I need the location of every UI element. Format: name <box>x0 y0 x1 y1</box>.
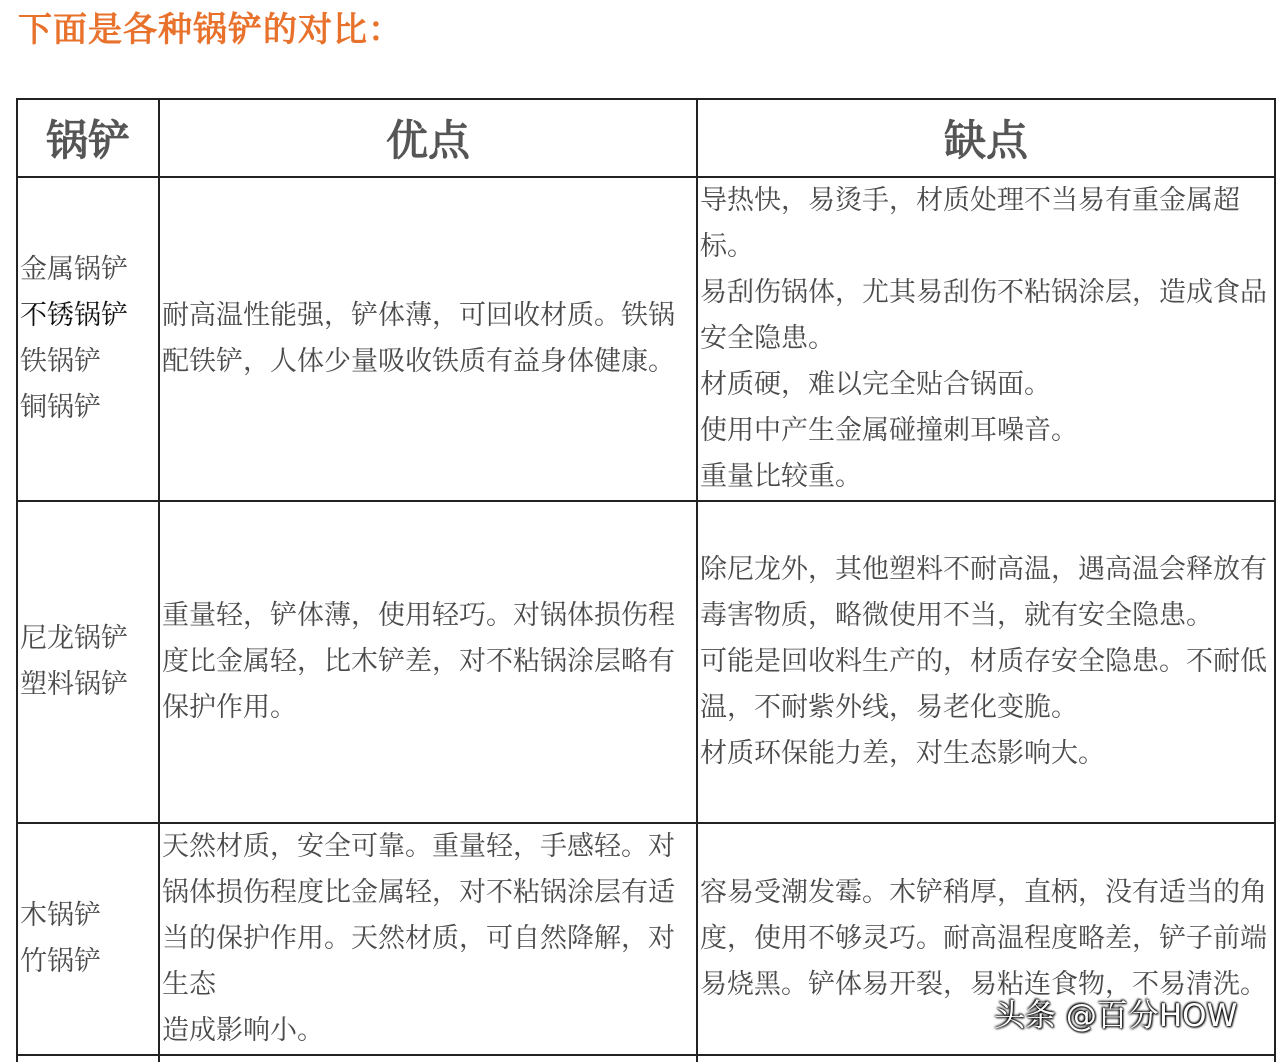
pros-text: 耐高温性能强，铲体薄，可回收材质。铁锅配铁铲，人体少量吸收铁质有益身体健康。 <box>162 300 675 377</box>
pros-text: 重量轻，铲体薄，使用轻巧。对锅体损伤程度比金属轻，比木铲差，对不粘锅涂层略有保护作用。 <box>162 600 675 723</box>
cons-text: 易刮伤锅体，尤其易刮伤不粘锅涂层，造成食品安全隐患。 <box>700 277 1267 354</box>
spatula-name: 竹锅铲 <box>20 946 101 977</box>
pros-text: 造成影响小。 <box>162 1015 324 1046</box>
cons-cell <box>697 501 1275 823</box>
spatula-name: 铁锅铲 <box>20 346 101 377</box>
watermark: 头条 @百分HOW <box>994 998 1238 1034</box>
cons-text: 重量比较重。 <box>700 461 862 492</box>
table-header-row <box>17 99 1275 177</box>
table-row-metal <box>17 177 1275 501</box>
empty-cell <box>17 1055 159 1062</box>
pros-text: 天然材质，安全可靠。重量轻，手感轻。对锅体损伤程度比金属轻，对不粘锅涂层有适当的保护作用。天然材质，可自然降解，对生态 <box>162 831 675 1000</box>
pros-cell <box>159 501 697 823</box>
cons-text: 使用中产生金属碰撞刺耳噪音。 <box>700 415 1078 446</box>
spatula-name: 塑料锅铲 <box>20 669 128 700</box>
spatula-names-cell <box>17 177 159 501</box>
cons-text: 导热快，易烫手，材质处理不当易有重金属超标。 <box>700 185 1240 262</box>
spatula-name: 金属锅铲 <box>20 254 128 285</box>
table-row-partial <box>17 1055 1275 1062</box>
pros-cell <box>159 823 697 1055</box>
header-cons: 缺点 <box>697 99 1275 177</box>
cons-text: 材质环保能力差，对生态影响大。 <box>700 738 1105 769</box>
cons-text: 材质硬，难以完全贴合锅面。 <box>700 369 1051 400</box>
header-spatula: 锅铲 <box>17 99 159 177</box>
spatula-name: 木锅铲 <box>20 900 101 931</box>
empty-cell <box>697 1055 1275 1062</box>
header-pros: 优点 <box>159 99 697 177</box>
table-row-nylon <box>17 501 1275 823</box>
cons-text: 容易受潮发霉。木铲稍厚，直柄，没有适当的角度，使用不够灵巧。耐高温程度略差，铲子前端易烧黑。铲体易开裂，易粘连食物，不易清洗。 <box>700 877 1267 1000</box>
pros-cell <box>159 177 697 501</box>
spatula-name: 铜锅铲 <box>20 392 101 423</box>
cons-text: 除尼龙外，其他塑料不耐高温，遇高温会释放有毒害物质，略微使用不当，就有安全隐患。 <box>700 554 1267 631</box>
section-heading: 下面是各种锅铲的对比： <box>18 10 403 50</box>
spatula-name: 尼龙锅铲 <box>20 623 128 654</box>
cons-cell <box>697 177 1275 501</box>
empty-cell <box>159 1055 697 1062</box>
spatula-names-cell <box>17 823 159 1055</box>
spatula-names-cell <box>17 501 159 823</box>
cons-text: 可能是回收料生产的，材质存安全隐患。不耐低温，不耐紫外线，易老化变脆。 <box>700 646 1267 723</box>
comparison-table <box>16 98 1276 1062</box>
spatula-name: 不锈锅铲 <box>20 300 128 331</box>
